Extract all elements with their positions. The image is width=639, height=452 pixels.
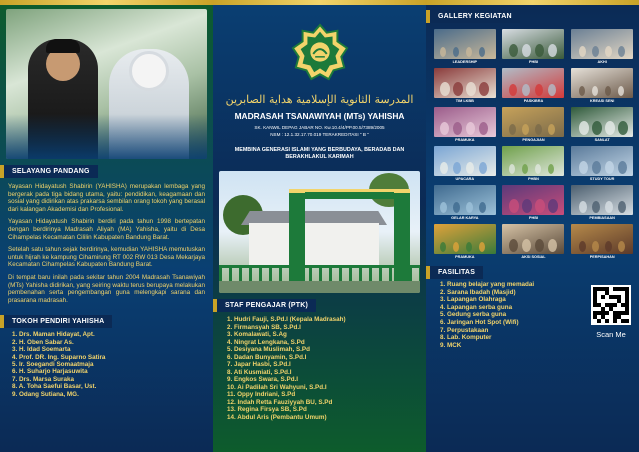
list-item: 3. H. Idad Soemarta bbox=[12, 346, 71, 354]
gallery-photo bbox=[502, 224, 564, 254]
staff-list bbox=[213, 312, 426, 421]
gallery-item[interactable] bbox=[501, 29, 567, 66]
list-item: 7. Drs. Marsa Suraka bbox=[12, 375, 74, 383]
list-item: 2. Firmansyah SB, S.Pd.I bbox=[227, 323, 301, 331]
gallery-grid bbox=[426, 23, 639, 261]
school-logo-icon bbox=[291, 23, 349, 81]
gallery-photo bbox=[502, 146, 564, 176]
gallery-item[interactable] bbox=[501, 185, 567, 222]
gallery-item[interactable] bbox=[501, 107, 567, 144]
founders-title: TOKOH PENDIRI YAHISHA bbox=[0, 315, 112, 328]
school-building-photo bbox=[219, 171, 420, 293]
gallery-item[interactable] bbox=[569, 185, 635, 222]
gallery-item[interactable] bbox=[501, 224, 567, 261]
gallery-item[interactable] bbox=[432, 68, 498, 105]
list-item: 7. Perpustakaan bbox=[440, 326, 489, 334]
gallery-label: LEADERSHIP bbox=[452, 60, 478, 64]
gallery-photo bbox=[434, 68, 496, 98]
list-item: 8. Ati Kusmiati, S.Pd.I bbox=[227, 368, 292, 376]
school-name: MADRASAH TSANAWIYAH (MTs) YAHISHA bbox=[234, 111, 405, 121]
list-item: 5. Ir. Soegandi Somaatmaja bbox=[12, 360, 94, 368]
gallery-photo bbox=[571, 224, 633, 254]
facilities-list bbox=[434, 281, 589, 349]
paragraph: Yayasan Hidayatush Shabirin berdiri pada tahun 1998 bertepatan dengan berdirinya Madrasah Aliyah (MA) Yahisha, yaitu di Desa Cihampelas Kecamatan Cililin Kabupaten Bandung Barat. bbox=[8, 218, 205, 241]
gallery-label: AKHI bbox=[597, 60, 607, 64]
nsm-line: NSM : 12.1.32.17.70.019 TERAKREDITASI " B " bbox=[270, 132, 369, 137]
gallery-item[interactable] bbox=[569, 29, 635, 66]
gallery-item[interactable] bbox=[501, 68, 567, 105]
gallery-label: GELAR KARYA bbox=[451, 216, 479, 220]
gallery-photo bbox=[434, 224, 496, 254]
top-gold-bar bbox=[426, 0, 639, 5]
gallery-label: PENGAJIAN bbox=[522, 138, 545, 142]
arabic-school-name: المدرسة الثانوية الإسلامية هداية الصابرين bbox=[225, 93, 414, 106]
right-panel bbox=[426, 0, 639, 452]
gallery-item[interactable] bbox=[432, 107, 498, 144]
gallery-label: PRAMUKA bbox=[455, 138, 475, 142]
gallery-photo bbox=[571, 146, 633, 176]
top-gold-bar bbox=[0, 0, 213, 5]
list-item: 5. Gedung serba guna bbox=[440, 311, 507, 319]
gallery-label: PHBN bbox=[528, 177, 539, 181]
founders-list bbox=[0, 328, 213, 398]
list-item: 4. Prof. DR. Ing. Suparno Satira bbox=[12, 353, 106, 361]
gallery-photo bbox=[571, 68, 633, 98]
gallery-photo bbox=[434, 185, 496, 215]
center-panel bbox=[213, 0, 426, 452]
gallery-label: PRAMUKA bbox=[455, 255, 475, 259]
gallery-item[interactable] bbox=[569, 107, 635, 144]
list-item: 10. Ai Padilah Sri Wahyuni, S.Pd.I bbox=[227, 383, 327, 391]
gallery-label: UPACARA bbox=[455, 177, 475, 181]
gallery-label: PERPISAHAN bbox=[589, 255, 615, 259]
list-item: 9. Engkos Swara, S.Pd.I bbox=[227, 376, 299, 383]
gallery-label: PHBI bbox=[528, 216, 539, 220]
gallery-label: PASKIBRA bbox=[523, 99, 544, 103]
selayang-pandang-title: SELAYANG PANDANG bbox=[0, 165, 98, 178]
paragraph: Yayasan Hidayatush Shabirin (YAHISHA) merupakan lembaga yang bergerak pada tiga bidang utama, yaitu: pendidikan, keagamaan dan sosial yang didirikan atas prakarsa sembilan orang tokoh yang berasal dari kalangan Akademisi dan Profesional. bbox=[8, 183, 205, 213]
staff-title: STAF PENGAJAR (PTK) bbox=[213, 299, 316, 312]
paragraph: Setelah satu tahun sejak berdirinya, kemudian YAHISHA memutuskan untuk hijrah ke kampung Cihamirung RT 002 RW 013 Desa Mekarjaya Kecamatan Cihampelas Kabupaten Bandung Barat. bbox=[8, 246, 205, 269]
facilities-title: FASILITAS bbox=[426, 266, 483, 279]
gallery-label: TIM LKBB bbox=[455, 99, 474, 103]
gallery-label: PHBI bbox=[528, 60, 539, 64]
gallery-label: PEMBIASAAN bbox=[589, 216, 615, 220]
list-item: 3. Lapangan Olahraga bbox=[440, 296, 506, 304]
list-item: 8. Lab. Komputer bbox=[440, 334, 492, 342]
qr-code[interactable] bbox=[591, 285, 631, 325]
list-item: 6. H. Suharjo Harjasuwita bbox=[12, 368, 88, 376]
gallery-photo bbox=[502, 107, 564, 137]
list-item: 1. Hudri Fauji, S.Pd.I (Kepala Madrasah) bbox=[227, 316, 346, 323]
gallery-photo bbox=[502, 185, 564, 215]
list-item: 2. Sarana Ibadah (Masjid) bbox=[440, 288, 516, 296]
paragraph: Di tempat baru inilah pada sekitar tahun 2004 Madrasah Tsanawiyah (MTs) Yahisha didirikan, yang seiring waktu terus berupaya melakukan pembenahan serta pengembangan guna melengkapi sarana dan prasarana madrasah. bbox=[8, 273, 205, 304]
list-item: 13. Regina Firsya SB, S.Pd bbox=[227, 406, 307, 413]
gallery-item[interactable] bbox=[432, 146, 498, 183]
gallery-photo bbox=[502, 68, 564, 98]
list-item: 6. Jaringan Hot Spot (Wifi) bbox=[440, 318, 519, 326]
list-item: 4. Lapangan serba guna bbox=[440, 303, 513, 311]
list-item: 1. Ruang belajar yang memadai bbox=[440, 281, 535, 288]
gallery-item[interactable] bbox=[569, 146, 635, 183]
gallery-label: AKSI SOSIAL bbox=[521, 255, 546, 259]
list-item: 9. MCK bbox=[440, 341, 462, 349]
list-item: 5. Desiyana Muslimah, S.Pd bbox=[227, 346, 310, 353]
gallery-photo bbox=[571, 185, 633, 215]
left-panel bbox=[0, 0, 213, 452]
gallery-photo bbox=[571, 29, 633, 59]
gallery-photo bbox=[434, 107, 496, 137]
motto: MEMBINA GENERASI ISLAMI YANG BERBUDAYA, BERADAB DAN BERAKHLAKUL KARIMAH bbox=[234, 147, 405, 160]
list-item: 14. Abdul Aris (Pembantu Umum) bbox=[227, 413, 327, 421]
gallery-photo bbox=[571, 107, 633, 137]
top-gold-bar bbox=[213, 0, 426, 5]
list-item: 1. Drs. Maman Hidayat, Apt. bbox=[12, 331, 95, 339]
list-item: 7. Japar Hasbi, S.Pd.I bbox=[227, 361, 291, 368]
selayang-pandang-text bbox=[0, 183, 213, 304]
ceremony-photo bbox=[6, 9, 207, 159]
list-item: 9. Odang Sutiana, MG. bbox=[12, 390, 79, 398]
gallery-item[interactable] bbox=[432, 185, 498, 222]
gallery-photo bbox=[502, 29, 564, 59]
gallery-item[interactable] bbox=[501, 146, 567, 183]
list-item: 2. H. Oben Sabar As. bbox=[12, 338, 74, 346]
gallery-label: SANLAT bbox=[594, 138, 610, 142]
list-item: 4. Ningrat Lengkana, S.Pd bbox=[227, 338, 305, 346]
gallery-photo bbox=[434, 146, 496, 176]
list-item: 11. Oppy Indriani, S.Pd bbox=[227, 391, 296, 398]
gallery-title: GALLERY KEGIATAN bbox=[426, 10, 520, 23]
gallery-item[interactable] bbox=[432, 224, 498, 261]
gallery-label: KREASI SENI bbox=[590, 99, 615, 103]
list-item: 8. A. Toha Saefui Basar, Ust. bbox=[12, 383, 97, 391]
gallery-item[interactable] bbox=[569, 68, 635, 105]
gallery-item[interactable] bbox=[569, 224, 635, 261]
scan-me-label: Scan Me bbox=[596, 330, 626, 339]
gallery-item[interactable] bbox=[432, 29, 498, 66]
list-item: 6. Dadan Bunyamin, S.Pd.I bbox=[227, 353, 307, 361]
gallery-label: STUDY TOUR bbox=[589, 177, 615, 181]
gallery-photo bbox=[434, 29, 496, 59]
sk-line: SK. KANWIL DEPAG JABAR NO. Kw.10.4/4/PP.00.5/7389/2005 bbox=[254, 125, 385, 130]
list-item: 3. Komalawati, S.Ag bbox=[227, 331, 287, 338]
list-item: 12. Indah Retta Fauziyyah BU, S.Pd bbox=[227, 398, 333, 406]
